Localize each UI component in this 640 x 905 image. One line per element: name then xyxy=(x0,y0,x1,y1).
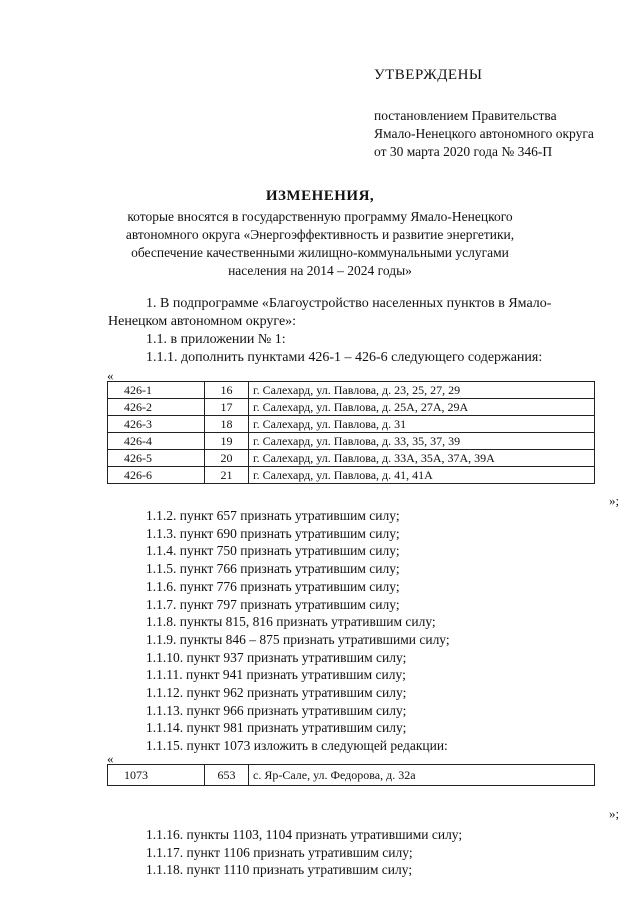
cell-number: 426-5 xyxy=(108,450,205,467)
approval-line-2: Ямало-Ненецкого автономного округа xyxy=(374,126,594,141)
table-row xyxy=(108,765,595,786)
approval-line-3: от 30 марта 2020 года № 346-П xyxy=(374,144,553,159)
subtitle-line-2: автономного округа «Энергоэффективность и развитие энергетики, xyxy=(125,227,515,242)
table-row xyxy=(108,433,595,450)
cell-code: 653 xyxy=(205,765,249,786)
cell-code: 21 xyxy=(205,467,249,484)
subtitle-line-4: населения на 2014 – 2024 годы» xyxy=(228,263,412,278)
list-item: 1.1.5. пункт 766 признать утратившим силу; xyxy=(146,561,400,577)
cell-address: г. Салехард, ул. Павлова, д. 25А, 27А, 29А xyxy=(249,399,595,416)
document-title: ИЗМЕНЕНИЯ, xyxy=(265,188,375,204)
cell-number: 426-6 xyxy=(108,467,205,484)
list-item: 1.1.13. пункт 966 признать утратившим силу; xyxy=(146,702,407,718)
list-item: 1.1.18. пункт 1110 признать утратившим силу; xyxy=(146,862,413,878)
list-item: 1.1.16. пункты 1103, 1104 признать утратившими силу; xyxy=(146,827,463,842)
close-quote-2: »; xyxy=(609,806,620,821)
cell-address: г. Салехард, ул. Павлова, д. 31 xyxy=(249,416,595,433)
list-item: 1.1.3. пункт 690 признать утратившим силу; xyxy=(146,525,400,541)
open-quote-2: « xyxy=(107,751,114,766)
cell-address: г. Салехард, ул. Павлова, д. 33, 35, 37, 39 xyxy=(249,433,595,450)
table-row xyxy=(108,416,595,433)
cell-code: 18 xyxy=(205,416,249,433)
table-row xyxy=(108,382,595,399)
subtitle-line-1: которые вносятся в государственную программу Ямало-Ненецкого xyxy=(127,209,513,224)
list-item: 1.1.11. пункт 941 признать утратившим силу; xyxy=(146,667,406,683)
para1-line-2: Ненецком автономном округе»: xyxy=(108,314,297,329)
subtitle-line-3: обеспечение качественными жилищно-коммунальными услугами xyxy=(131,245,509,260)
para1-line-1: 1. В подпрограмме «Благоустройство населенных пунктов в Ямало- xyxy=(146,296,552,311)
list-item: 1.1.7. пункт 797 признать утратившим силу; xyxy=(146,596,400,612)
list-item: 1.1.6. пункт 776 признать утратившим силу; xyxy=(146,578,400,594)
approval-line-1: постановлением Правительства xyxy=(374,108,557,123)
approval-heading: УТВЕРЖДЕНЫ xyxy=(374,67,483,83)
list-item: 1.1.2. пункт 657 признать утратившим силу; xyxy=(146,508,400,523)
list-item: 1.1.4. пункт 750 признать утратившим силу; xyxy=(146,543,400,559)
cell-address: г. Салехард, ул. Павлова, д. 33А, 35А, 37А, 39А xyxy=(249,450,595,467)
cell-code: 19 xyxy=(205,433,249,450)
item-1-1-1: 1.1.1. дополнить пунктами 426-1 – 426-6 следующего содержания: xyxy=(146,350,543,365)
table-row xyxy=(108,399,595,416)
cell-code: 16 xyxy=(205,382,249,399)
cell-code: 17 xyxy=(205,399,249,416)
cell-address: с. Яр-Сале, ул. Федорова, д. 32а xyxy=(249,765,595,786)
list-item: 1.1.17. пункт 1106 признать утратившим силу; xyxy=(146,844,413,860)
list-item: 1.1.9. пункты 846 – 875 признать утратившими силу; xyxy=(146,631,450,647)
list-item: 1.1.12. пункт 962 признать утратившим силу; xyxy=(146,685,407,700)
item-1-1: 1.1. в приложении № 1: xyxy=(146,332,286,347)
list-item: 1.1.14. пункт 981 признать утратившим силу; xyxy=(146,720,407,736)
table-row xyxy=(108,450,595,467)
close-quote-1: »; xyxy=(609,493,620,508)
list-item: 1.1.15. пункт 1073 изложить в следующей редакции: xyxy=(146,738,448,754)
cell-number: 426-2 xyxy=(108,399,205,416)
cell-number: 426-1 xyxy=(108,382,205,399)
cell-address: г. Салехард, ул. Павлова, д. 23, 25, 27, 29 xyxy=(249,382,595,399)
list-item: 1.1.8. пункты 815, 816 признать утратившим силу; xyxy=(146,614,436,630)
cell-address: г. Салехард, ул. Павлова, д. 41, 41А xyxy=(249,467,595,484)
cell-code: 20 xyxy=(205,450,249,467)
table-points-426 xyxy=(107,381,595,484)
cell-number: 1073 xyxy=(108,765,205,786)
cell-number: 426-4 xyxy=(108,433,205,450)
table-row xyxy=(108,467,595,484)
open-quote-1: « xyxy=(107,368,114,383)
cell-number: 426-3 xyxy=(108,416,205,433)
list-item: 1.1.10. пункт 937 признать утратившим силу; xyxy=(146,649,407,665)
table-point-1073 xyxy=(107,764,595,786)
